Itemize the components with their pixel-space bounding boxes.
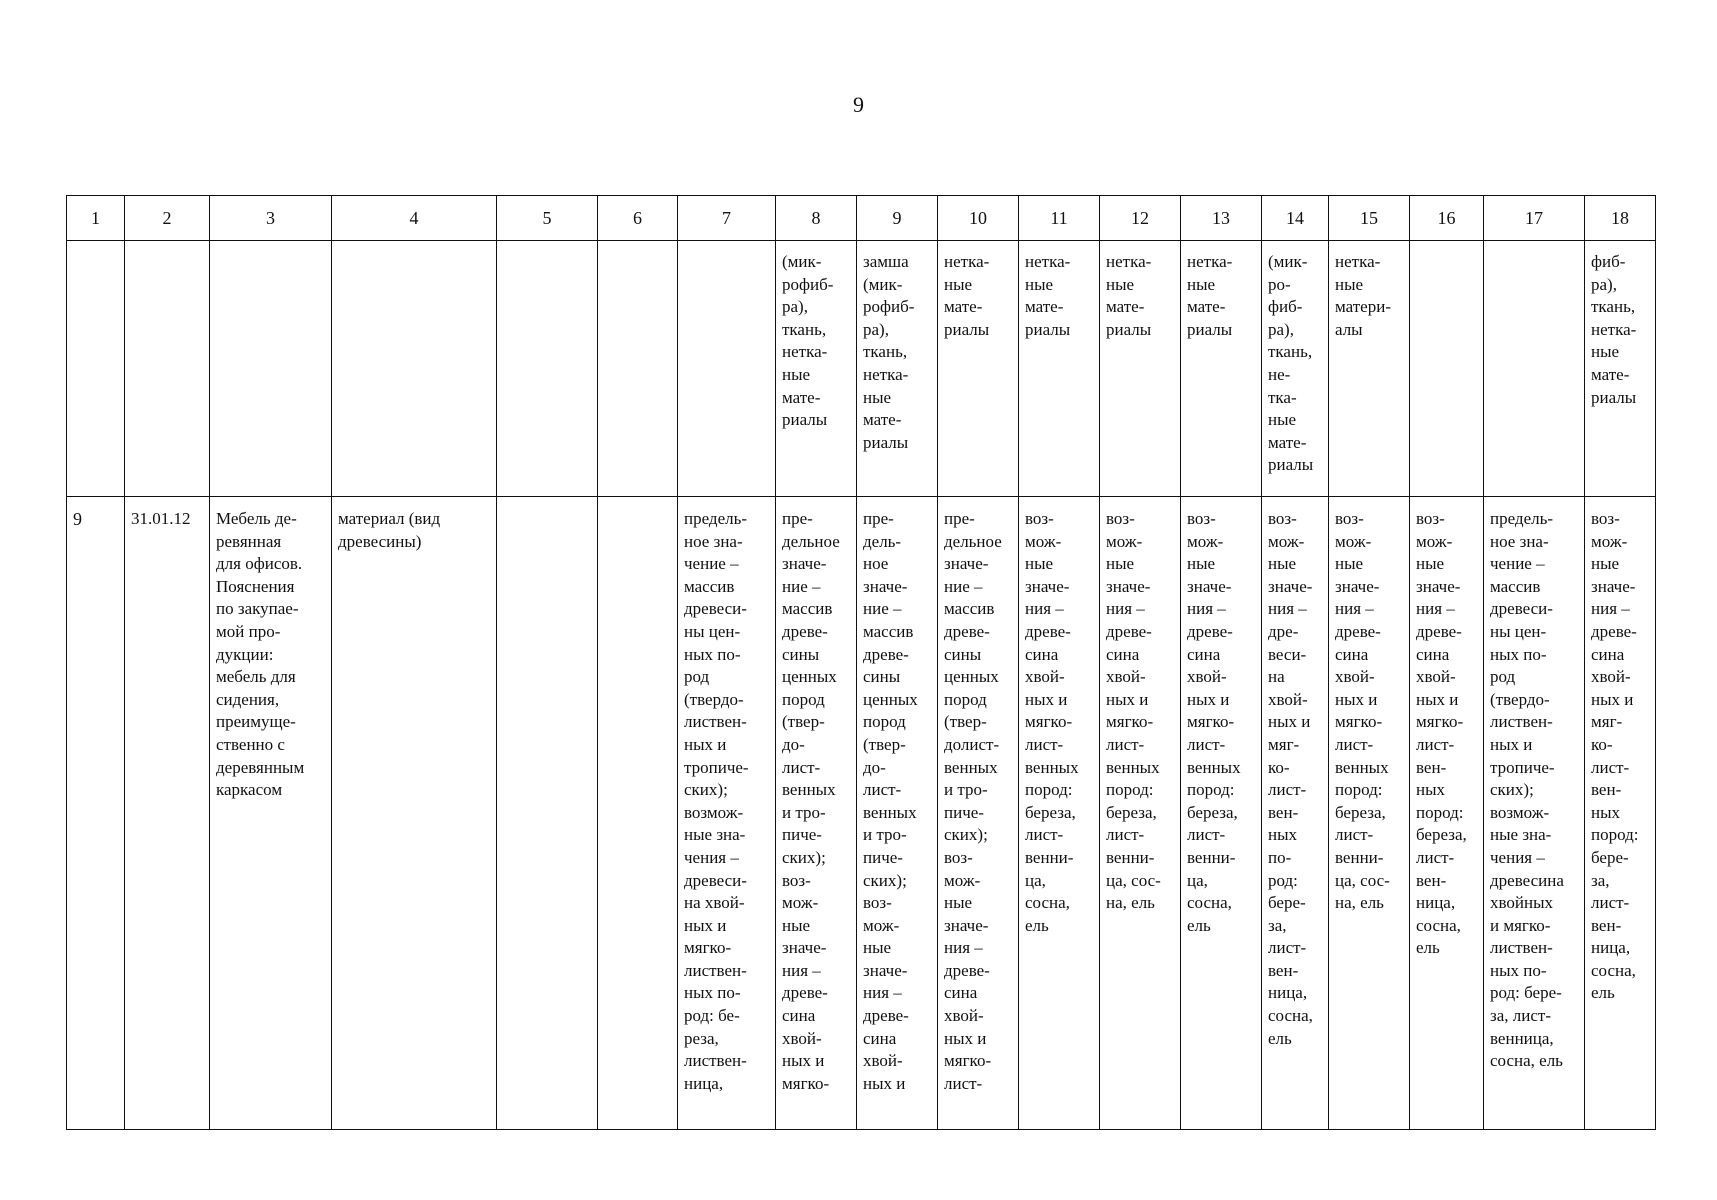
table-cell	[678, 241, 776, 497]
column-number: 18	[1585, 196, 1656, 241]
column-number: 11	[1019, 196, 1100, 241]
table-cell: пре- дельное значе- ние – массив древе- сины ценных пород (твер- до- лист- венных и тро- пиче- ских); воз- мож- ные значе- ния – древе- сина хвой- ных и мягко-	[776, 497, 857, 1130]
table-cell: воз- мож- ные значе- ния – древе- сина хвой- ных и мягко- лист- венных пород: береза, лист- венни- ца, сос- на, ель	[1100, 497, 1181, 1130]
table-cell	[1410, 241, 1484, 497]
column-number: 9	[857, 196, 938, 241]
table-cell: (мик- ро- фиб- ра), ткань, не- тка- ные мате- риалы	[1262, 241, 1329, 497]
column-number: 16	[1410, 196, 1484, 241]
table-cell: пре- дель- ное значе- ние – массив древе- сины ценных пород (твер- до- лист- венных и тро- пиче- ских); воз- мож- ные значе- ния – древе- сина хвой- ных и	[857, 497, 938, 1130]
table-cell: нетка- ные мате- риалы	[1100, 241, 1181, 497]
table-cell	[125, 241, 210, 497]
table-cell	[497, 497, 598, 1130]
column-number: 1	[67, 196, 125, 241]
specification-table	[66, 195, 1656, 1130]
table-cell: нетка- ные мате- риалы	[938, 241, 1019, 497]
table-cell: воз- мож- ные значе- ния – древе- сина хвой- ных и мягко- лист- венных пород: береза, лист- венни- ца, сос- на, ель	[1329, 497, 1410, 1130]
table-cell: воз- мож- ные значе- ния – древе- сина хвой- ных и мяг- ко- лист- вен- ных пород: бере- за, лист- вен- ница, сосна, ель	[1585, 497, 1656, 1130]
column-number: 7	[678, 196, 776, 241]
column-number: 3	[210, 196, 332, 241]
table-cell: воз- мож- ные значе- ния – древе- сина хвой- ных и мягко- лист- венных пород: береза, лист- венни- ца, сосна, ель	[1019, 497, 1100, 1130]
table-cell: нетка- ные мате- риалы	[1019, 241, 1100, 497]
column-number: 4	[332, 196, 497, 241]
table-cell: предель- ное зна- чение – массив древеси- ны цен- ных по- род (твердо- листвен- ных и тропиче- ских); возмож- ные зна- чения – древесина хвойных и мягко- листвен- ных по- род: бере- за, лист- венница, сосна, ель	[1484, 497, 1585, 1130]
column-number: 6	[598, 196, 678, 241]
characteristic-cell: материал (вид древесины)	[332, 497, 497, 1130]
table-cell: фиб- ра), ткань, нетка- ные мате- риалы	[1585, 241, 1656, 497]
column-number: 10	[938, 196, 1019, 241]
column-number-row	[67, 196, 1656, 241]
table-cell: пре- дельное значе- ние – массив древе- сины ценных пород (твер- долист- венных и тро- пиче- ских); воз- мож- ные значе- ния – древе- сина хвой- ных и мягко- лист-	[938, 497, 1019, 1130]
okpd-code-cell: 31.01.12	[125, 497, 210, 1130]
column-number: 13	[1181, 196, 1262, 241]
column-number: 17	[1484, 196, 1585, 241]
column-number: 2	[125, 196, 210, 241]
table-cell: воз- мож- ные значе- ния – древе- сина хвой- ных и мягко- лист- венных пород: береза, лист- венни- ца, сосна, ель	[1181, 497, 1262, 1130]
table-cell: нетка- ные матери- алы	[1329, 241, 1410, 497]
table-cell	[67, 241, 125, 497]
column-number: 15	[1329, 196, 1410, 241]
table-cell	[332, 241, 497, 497]
table-cell: (мик- рофиб- ра), ткань, нетка- ные мате- риалы	[776, 241, 857, 497]
table-cell	[497, 241, 598, 497]
table-row	[67, 241, 1656, 497]
table-cell	[1484, 241, 1585, 497]
column-number: 12	[1100, 196, 1181, 241]
table-cell: воз- мож- ные значе- ния – дре- веси- на хвой- ных и мяг- ко- лист- вен- ных по- род: бере- за, лист- вен- ница, сосна, ель	[1262, 497, 1329, 1130]
column-number: 14	[1262, 196, 1329, 241]
table-cell: нетка- ные мате- риалы	[1181, 241, 1262, 497]
table-row	[67, 497, 1656, 1130]
row-number-cell: 9	[67, 497, 125, 1130]
table-cell	[210, 241, 332, 497]
column-number: 8	[776, 196, 857, 241]
table-cell: предель- ное зна- чение – массив древеси- ны цен- ных по- род (твердо- листвен- ных и тропиче- ских); возмож- ные зна- чения – древеси- на хвой- ных и мягко- листвен- ных по- род: бе- реза, листвен- ница,	[678, 497, 776, 1130]
column-number: 5	[497, 196, 598, 241]
table-cell: воз- мож- ные значе- ния – древе- сина хвой- ных и мягко- лист- вен- ных пород: береза, лист- вен- ница, сосна, ель	[1410, 497, 1484, 1130]
table-cell	[598, 241, 678, 497]
page-number: 9	[853, 92, 864, 117]
product-name-cell: Мебель де- ревянная для офисов. Пояснения по закупае- мой про- дукции: мебель для сидения, преимуще- ственно с деревянным каркасом	[210, 497, 332, 1130]
table-cell	[598, 497, 678, 1130]
table-cell: замша (мик- рофиб- ра), ткань, нетка- ные мате- риалы	[857, 241, 938, 497]
